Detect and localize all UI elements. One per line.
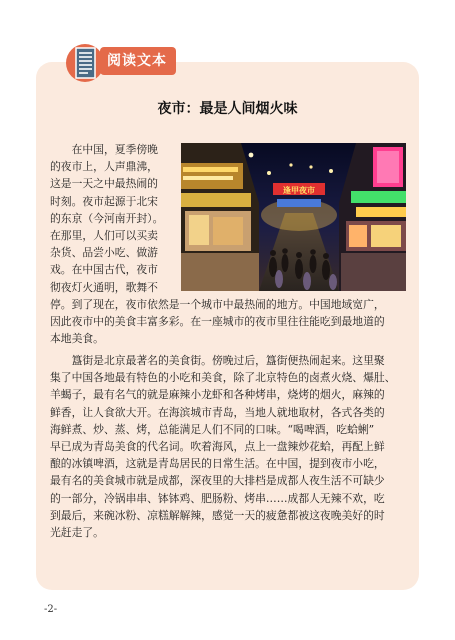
text-line: 本地美食。 [50, 332, 104, 346]
text-line: 时刻。夜市起源于北宋 [50, 194, 158, 208]
article-title: 夜市：最是人间烟火味 [157, 101, 298, 117]
night-market-photo [181, 143, 406, 291]
header-label: 阅读文本 [107, 53, 167, 69]
text-line: 在中国，夏季傍晚 [50, 143, 158, 156]
text-line: 因此夜市中的美食丰富多彩。在一座城市的夜市里往往能吃到最地道的 [50, 315, 385, 329]
night-market-sign: 逢甲夜市 [283, 186, 315, 195]
text-line: 海鲜煮、炒、蒸、烤，总能满足人们不同的口味。“喝啤酒，吃蛤蜊” [50, 422, 375, 436]
text-line: 的夜市上，人声鼎沸， [50, 160, 158, 174]
document-icon [66, 41, 104, 85]
text-line: 最有名的美食城市就是成都，深夜里的大排档是成都人夜生活不可缺少 [50, 474, 385, 488]
text-line: 酿的冰镇啤酒，这就是青岛居民的日常生活。在中国，提到夜市小吃， [50, 457, 385, 471]
text-line: 到最后，来碗冰粉、凉糕解解辣，感觉一天的疲惫都被这夜晚美好的时 [50, 508, 385, 522]
text-line: 彻夜灯火通明，歌舞不 [50, 280, 158, 294]
text-line: 的一部分，冷锅串串、钵钵鸡、肥肠粉、烤串……成都人无辣不欢，吃 [50, 491, 385, 505]
paragraph-1-left [50, 141, 176, 296]
text-line: 戏。在中国古代，夜市 [50, 263, 158, 277]
text-line: 在那里，人们可以买卖 [50, 228, 158, 242]
text-line: 杂货、品尝小吃、做游 [50, 246, 158, 260]
text-line: 羊蝎子，最有名气的就是麻辣小龙虾和各种烤串，烧烤的烟火，麻辣的 [50, 388, 385, 402]
text-line: 的东京（今河南开封）。 [50, 211, 164, 225]
paragraph-1-full [50, 296, 406, 348]
text-line: 鲜香，让人食欲大开。在海滨城市青岛，当地人就地取材，各式各类的 [50, 405, 385, 419]
text-line: 这是一天之中最热闹的 [50, 177, 158, 191]
text-line: 光赶走了。 [50, 525, 104, 539]
text-line: 早已成为青岛美食的代名词。吹着海风，点上一盘辣炒花蛤，再配上鲜 [50, 439, 385, 453]
text-line: 集了中国各地最有特色的小吃和美食，除了北京特色的卤煮火烧、爆肚、 [50, 371, 396, 385]
page-number: -2- [44, 604, 58, 615]
paragraph-2 [50, 352, 406, 541]
text-line: 停。到了现在，夜市依然是一个城市中最热闹的地方。中国地域宽广， [50, 298, 385, 311]
text-line: 簋街是北京最著名的美食街。傍晚过后，簋街便热闹起来。这里聚 [50, 354, 385, 367]
